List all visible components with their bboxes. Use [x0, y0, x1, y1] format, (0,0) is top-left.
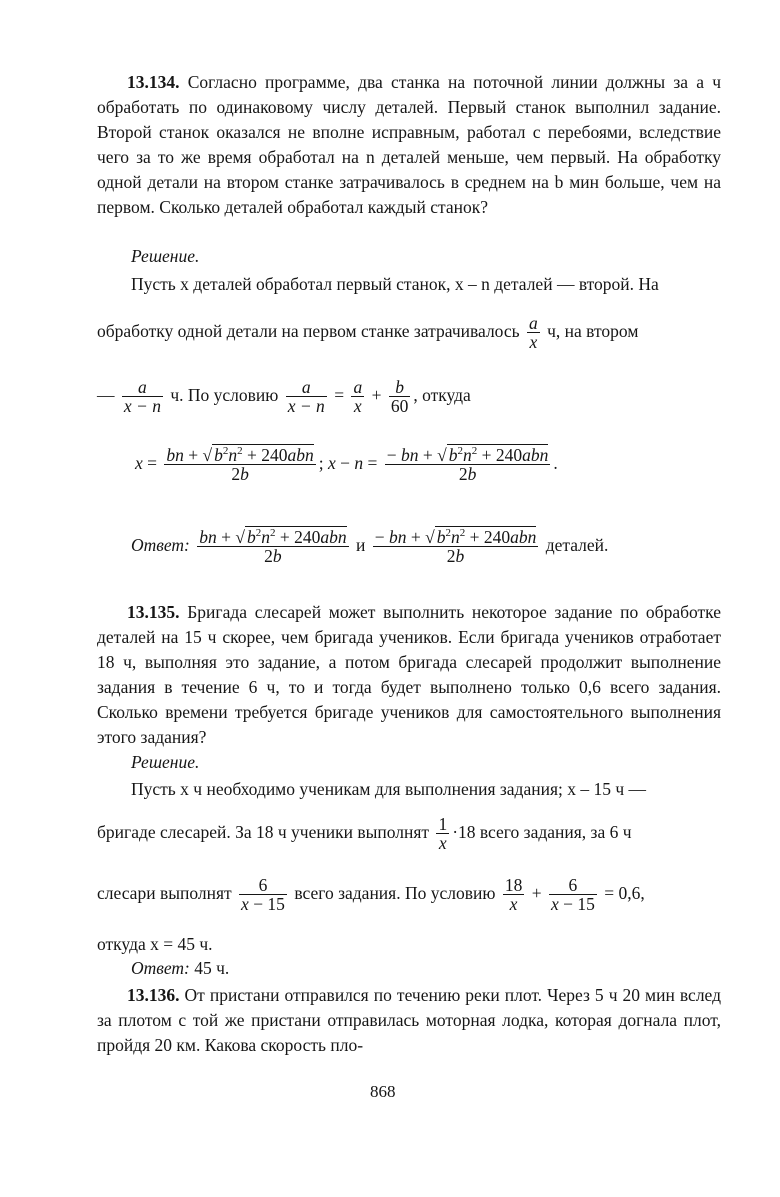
fraction: $\frac{b}{60}$ [390, 377, 409, 417]
answer-label: Ответ: [131, 958, 190, 978]
solution-label: Решение. [131, 752, 200, 772]
answer-line [131, 528, 608, 566]
text: всего задания, за 6 ч [479, 821, 632, 842]
text: деталей. [545, 534, 609, 555]
fraction: $\frac{1}{x}$ [438, 814, 448, 854]
problem-13-135 [97, 600, 721, 750]
text: слесари выполнят [97, 882, 232, 903]
solution-line-1: Пусть x деталей обработал первый станок, x – n деталей — второй. На [131, 274, 659, 294]
text: и [355, 534, 366, 555]
text: ч, на втором [547, 320, 639, 341]
answer-line [131, 958, 229, 979]
text: бригаде слесарей. За 18 ч ученики выполнят [97, 821, 430, 842]
problem-text: Бригада слесарей может выполнить некоторое задание по обработке деталей на 15 ч скорее, чем бригада учеников. Если бригада учеников отработает 18 ч, выполняя это задание, а потом бригада слесарей продолжит выполнение задания в течение 6 ч, то и тогда будет выполнено только 0,6 всего задания. Сколько времени требуется бригаде учеников для самостоятельного выполнения этого задания? [97, 602, 722, 747]
text: ч. По условию [170, 384, 279, 405]
fraction: $\frac{18}{x}$ [504, 875, 523, 915]
problem-13-134 [97, 70, 721, 220]
problem-number: 13.134. [127, 72, 180, 92]
fraction: $\frac{6}{x - 15}$ [241, 875, 285, 915]
solution-line-2: бригаде слесарей. За 18 ч ученики выполнят $\frac{1}{x}$ ·18 всего задания, за 6 ч [97, 814, 632, 854]
solution-line-2 [97, 314, 638, 352]
fraction: $\frac{bn + √ b^2n^2 + 240abn}{2b}$ [166, 445, 314, 485]
text: , откуда [413, 384, 471, 405]
answer-label: Ответ: [131, 534, 190, 555]
text: = 0,6, [604, 882, 645, 903]
problem-text: От пристани отправился по течению реки плот. Через 5 ч 20 мин вслед за плотом с той же пристани отправилась моторная лодка, которая догнала плот, пройдя 20 км. Какова скорость пло- [97, 985, 722, 1055]
solution-label: Решение. [131, 246, 200, 266]
text: обработку одной детали на первом станке затрачивалось [97, 320, 520, 341]
problem-number: 13.135. [127, 602, 180, 622]
problem-13-136 [97, 983, 721, 1058]
fraction: $\frac{6}{x - 15}$ [550, 875, 595, 915]
fraction: $\frac{bn + √ b^2n^2 + 240abn}{2b}$ [199, 527, 347, 567]
fraction-a-over-x-minus-n: $\frac{a}{x - n}$ [123, 377, 161, 417]
fraction: $\frac{- bn + √ b^2n^2 + 240abn}{2b}$ [374, 527, 537, 567]
answer-value: 45 ч. [194, 958, 230, 978]
problem-number: 13.136. [127, 985, 180, 1005]
solution-line-1: Пусть x ч необходимо ученикам для выполнения задания; x – 15 ч — [131, 779, 647, 799]
fraction: $\frac{a}{x - n}$ [287, 377, 325, 417]
fraction-a-over-x: $\frac{a}{x}$ [529, 313, 538, 353]
solution-line-3: — $\frac{a}{x - n}$ ч. По условию $\frac{a}{x - n}$ = $\frac{a}{x}$ + $\frac{b}{60}$ , откуда [97, 377, 471, 417]
fraction: $\frac{- bn + √ b^2n^2 + 240abn}{2b}$ [386, 445, 549, 485]
formula-x: x = $\frac{bn + √ b^2n^2 + 240abn}{2b}$ ; x − n = $\frac{- bn + √ b^2n^2 + 240abn}{2b}$ . [135, 445, 558, 485]
page-number: 868 [370, 1082, 396, 1101]
solution-line-3: слесари выполнят $\frac{6}{x - 15}$ всего задания. По условию $\frac{18}{x}$ + $\frac{6}{x - 15}$ = 0,6, [97, 875, 645, 915]
text: всего задания. По условию [294, 882, 496, 903]
fraction: $\frac{a}{x}$ [353, 377, 363, 417]
problem-text: Согласно программе, два станка на поточной линии должны за a ч обработать по одинаковому числу деталей. Первый станок выполнил задание. Второй станок оказался не вполне исправным, работал с перебоями, вследствие чего за то же время обработал на n деталей меньше, чем первый. На обработку одной детали на втором станке затрачивалось в среднем на b мин больше, чем на первом. Сколько деталей обработал каждый станок? [97, 72, 722, 217]
solution-line-4: откуда x = 45 ч. [97, 934, 213, 954]
